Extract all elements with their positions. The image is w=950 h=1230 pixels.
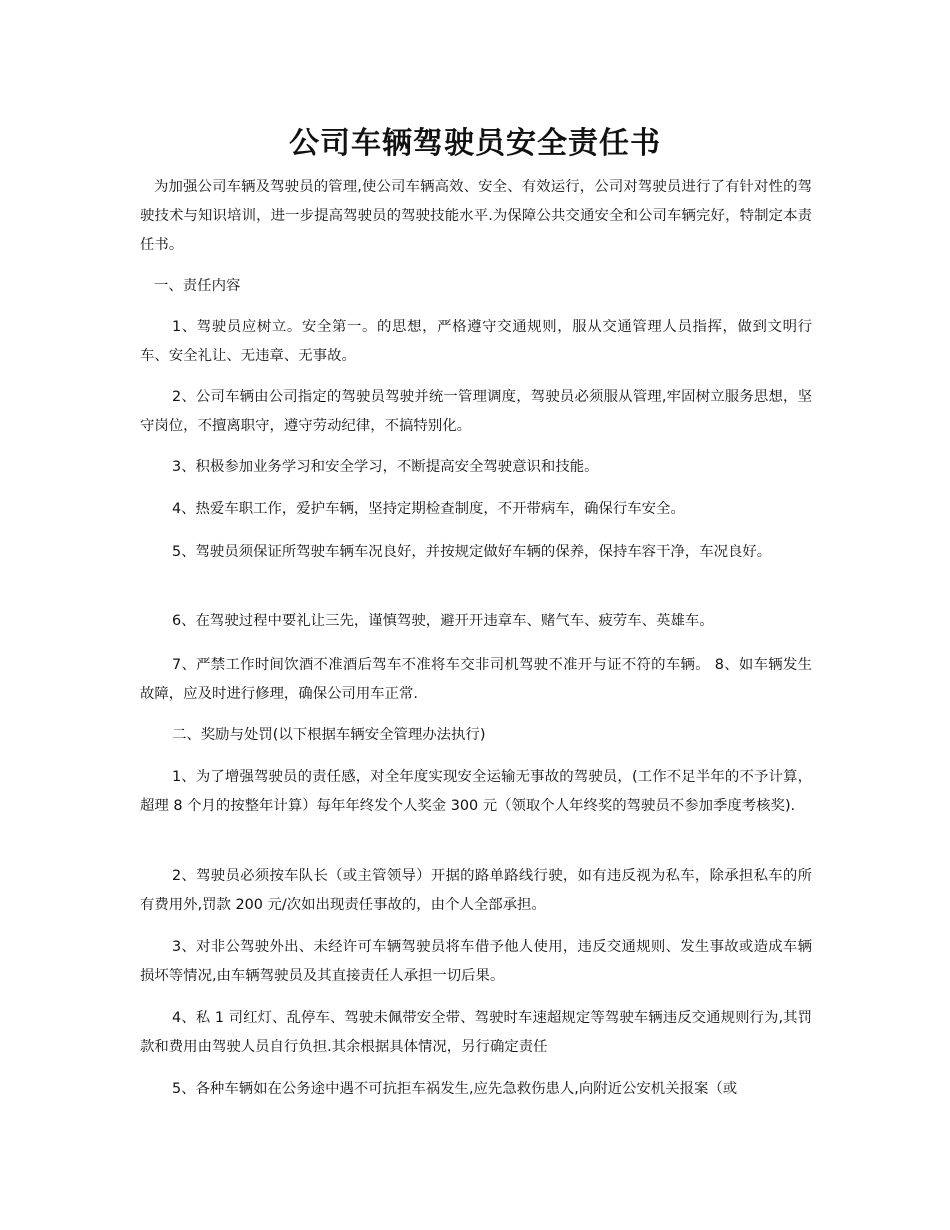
- section1-item-3: 3、积极参加业务学习和安全学习，不断提高安全驾驶意识和技能。: [172, 459, 599, 475]
- section1-item-4: 4、热爱车职工作，爱护车辆，坚持定期检查制度，不开带病车，确保行车安全。: [172, 501, 685, 517]
- section1-item-6: 6、在驾驶过程中要礼让三先，谨慎驾驶，避开开违章车、赌气车、疲劳车、英雄车。: [172, 613, 714, 629]
- section1-item-7: 7、严禁工作时间饮酒不准酒后驾车不准将车交非司机驾驶不准开与证不符的车辆。 8、如车辆发生故障，应及时进行修理，确保公司用车正常.: [140, 657, 812, 702]
- section1-heading: 一、责任内容: [154, 278, 241, 294]
- intro-paragraph: 为加强公司车辆及驾驶员的管理,使公司车辆高效、安全、有效运行，公司对驾驶员进行了有针对性的驾驶技术与知识培训，进一步提高驾驶员的驾驶技能水平.为保障公共交通安全和公司车辆完好，特制定本责任书。: [140, 179, 812, 253]
- section1-item-1: 1、驾驶员应树立。安全第一。的思想，严格遵守交通规则，服从交通管理人员指挥，做到文明行车、安全礼让、无违章、无事故。: [140, 319, 812, 364]
- section1-item-2: 2、公司车辆由公司指定的驾驶员驾驶并统一管理调度，驾驶员必须服从管理,牢固树立服务思想，坚守岗位，不擅离职守，遵守劳动纪律，不搞特别化。: [140, 389, 812, 434]
- document-title: 公司车辆驾驶员安全责任书: [289, 126, 661, 161]
- section2-item-3: 3、对非公驾驶外出、未经许可车辆驾驶员将车借予他人使用，违反交通规则、发生事故或造成车辆损坏等情况,由车辆驾驶员及其直接责任人承担一切后果。: [140, 939, 812, 984]
- section2-item-5: 5、各种车辆如在公务途中遇不可抗拒车祸发生,应先急救伤患人,向附近公安机关报案（或: [172, 1081, 738, 1097]
- section2-item-1: 1、为了增强驾驶员的责任感，对全年度实现安全运输无事故的驾驶员，(工作不足半年的不予计算，超理 8 个月的按整年计算）每年年终发个人奖金 300 元（领取个人年终奖的驾驶员不参加季度考核奖).: [140, 769, 812, 814]
- section2-item-4: 4、私 1 司红灯、乱停车、驾驶未佩带安全带、驾驶时车速超规定等驾驶车辆违反交通规则行为,其罚款和费用由驾驶人员自行负担.其余根据具体情况，另行确定责任: [140, 1010, 812, 1055]
- section1-item-5: 5、驾驶员须保证所驾驶车辆车况良好，并按规定做好车辆的保养，保持车容干净，车况良好。: [172, 544, 772, 560]
- section2-item-2: 2、驾驶员必须按车队长（或主管领导）开据的路单路线行驶，如有违反视为私车，除承担私车的所有费用外,罚款 200 元/次如出现责任事故的，由个人全部承担。: [140, 868, 812, 913]
- section2-heading: 二、奖励与处罚(以下根据车辆安全管理办法执行): [172, 727, 486, 743]
